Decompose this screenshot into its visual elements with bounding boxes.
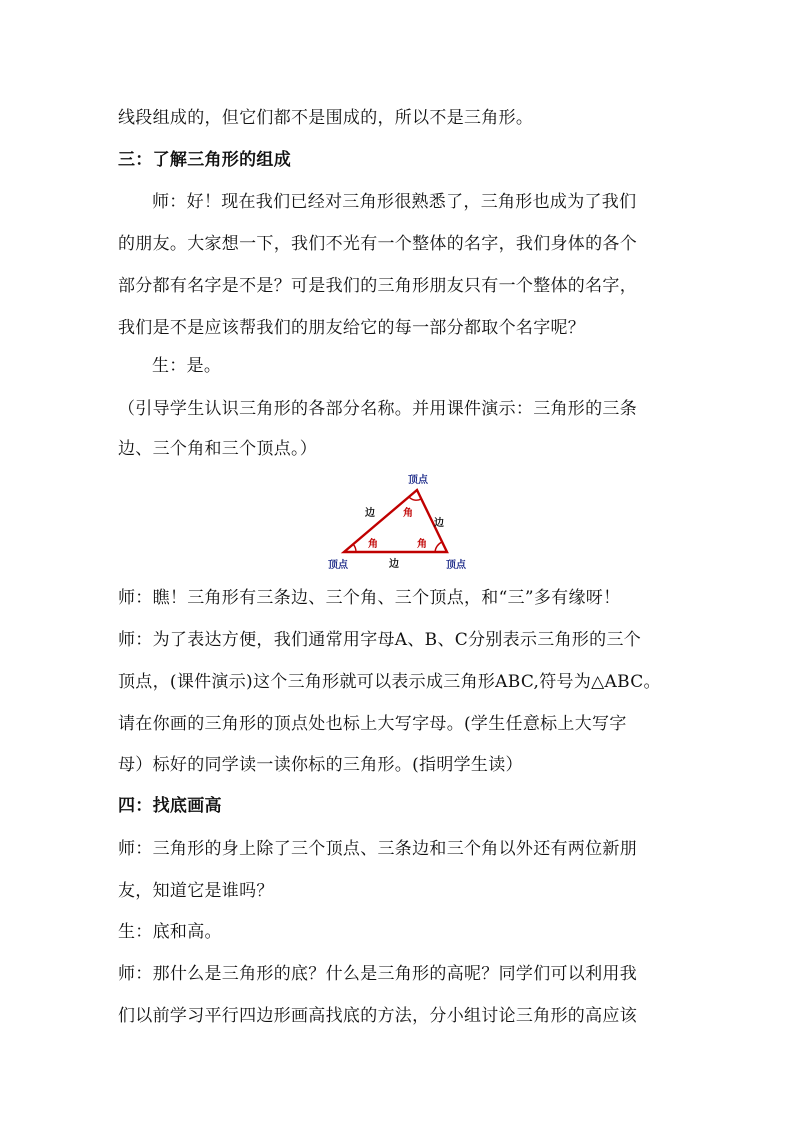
triangle-shape — [344, 490, 447, 552]
paragraph-line: 师：那什么是三角形的底？什么是三角形的高呢？同学们可以利用我 — [118, 964, 637, 984]
paragraph-line: 边、三个角和三个顶点。） — [118, 439, 318, 459]
paragraph-line: 们以前学习平行四边形画高找底的方法，分小组讨论三角形的高应该 — [118, 1006, 637, 1026]
angle-arc-top — [409, 497, 421, 500]
paragraph-line: 生：是。 — [152, 356, 222, 376]
angle-arc-right — [435, 542, 442, 552]
paragraph-line: 顶点，(课件演示)这个三角形就可以表示成三角形ABC,符号为△ABC。 — [118, 672, 661, 692]
paragraph-line: 师：好！现在我们已经对三角形很熟悉了，三角形也成为了我们 — [152, 192, 637, 212]
angle-label-right: 角 — [417, 539, 427, 550]
paragraph-line: 我们是不是应该帮我们的朋友给它的每一部分都取个名字呢？ — [118, 318, 586, 338]
triangle-diagram — [322, 470, 482, 574]
vertex-label-right: 顶点 — [446, 560, 466, 571]
paragraph-line: 线段组成的，但它们都不是围成的，所以不是三角形。 — [118, 108, 534, 128]
paragraph-line: 师：瞧！三角形有三条边、三个角、三个顶点，和“三”多有缘呀！ — [118, 588, 621, 608]
angle-label-left: 角 — [368, 539, 378, 550]
section-heading: 四：找底画高 — [118, 796, 222, 816]
paragraph-line: 母）标好的同学读一读你标的三角形。(指明学生读） — [118, 755, 523, 775]
angle-label-top: 角 — [403, 508, 413, 519]
angle-arc-left — [353, 544, 356, 552]
paragraph-line: 师：三角形的身上除了三个顶点、三条边和三个角以外还有两位新朋 — [118, 839, 637, 859]
paragraph-line: 请在你画的三角形的顶点处也标上大写字母。(学生任意标上大写字 — [118, 714, 627, 734]
paragraph-line: （引导学生认识三角形的各部分名称。并用课件演示：三角形的三条 — [118, 399, 637, 419]
paragraph-line: 师：为了表达方便，我们通常用字母A、B、C分别表示三角形的三个 — [118, 630, 642, 650]
side-label-right: 边 — [434, 518, 444, 529]
paragraph-line: 部分都有名字是不是？可是我们的三角形朋友只有一个整体的名字， — [118, 276, 637, 296]
vertex-label-left: 顶点 — [328, 560, 348, 571]
paragraph-line: 生：底和高。 — [118, 922, 222, 942]
side-label-left: 边 — [365, 508, 375, 519]
vertex-label-top: 顶点 — [408, 475, 428, 486]
paragraph-line: 的朋友。大家想一下，我们不光有一个整体的名字，我们身体的各个 — [118, 234, 637, 254]
paragraph-line: 友，知道它是谁吗？ — [118, 881, 274, 901]
section-heading: 三：了解三角形的组成 — [118, 150, 291, 170]
side-label-bottom: 边 — [389, 559, 399, 570]
